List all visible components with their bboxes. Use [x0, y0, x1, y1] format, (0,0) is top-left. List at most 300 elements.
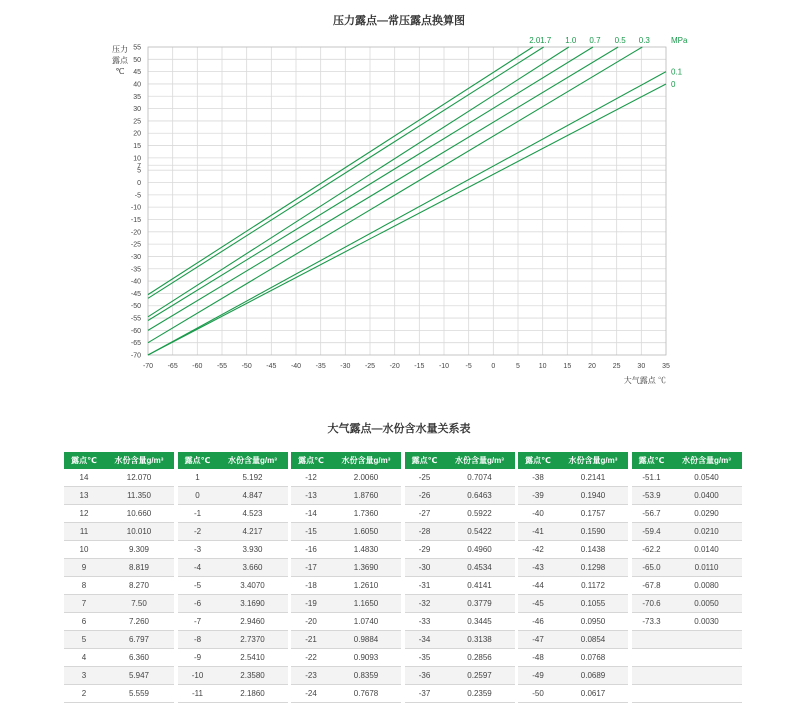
dew-point-cell	[632, 649, 672, 667]
water-content-cell: 0.3779	[445, 595, 515, 613]
table-row	[405, 667, 515, 685]
table-row	[178, 469, 288, 487]
dew-point-cell: -28	[405, 523, 445, 541]
table-row	[64, 559, 174, 577]
series-label: 0	[671, 79, 676, 89]
table-row	[518, 487, 628, 505]
water-content-cell: 1.0740	[331, 613, 401, 631]
dew-point-cell	[632, 631, 672, 649]
dew-point-cell: -26	[405, 487, 445, 505]
dew-point-cell: -2	[178, 523, 218, 541]
water-content-cell: 0.0950	[558, 613, 628, 631]
y-tick-label: 0	[137, 180, 141, 188]
water-content-cell: 5.559	[104, 685, 174, 703]
y-tick-label: -10	[130, 204, 141, 212]
x-tick-label: -55	[216, 363, 228, 370]
table-row	[64, 631, 174, 649]
table-row	[632, 667, 742, 685]
water-content-cell: 0.0854	[558, 631, 628, 649]
water-content-cell: 0.0540	[672, 469, 742, 487]
dew-point-cell: -19	[291, 595, 331, 613]
dew-point-cell: -14	[291, 505, 331, 523]
table-row	[405, 469, 515, 487]
table-header-row	[632, 452, 742, 469]
dew-point-cell: -21	[291, 631, 331, 649]
water-content-cell: 8.819	[104, 559, 174, 577]
dew-point-cell: -34	[405, 631, 445, 649]
table-row	[64, 649, 174, 667]
table-row	[518, 667, 628, 685]
table-row	[518, 685, 628, 703]
x-axis-label: 大气露点 ℃	[623, 376, 666, 385]
water-content-cell: 11.350	[104, 487, 174, 505]
dew-point-cell: -6	[178, 595, 218, 613]
y-tick-label: 5	[137, 167, 141, 175]
table-row	[632, 685, 742, 703]
table-row	[632, 649, 742, 667]
dew-point-cell: -8	[178, 631, 218, 649]
y-tick-label: -25	[130, 241, 141, 249]
water-content-cell: 3.4070	[218, 577, 288, 595]
dew-point-cell: -56.7	[632, 505, 672, 523]
series-line	[148, 47, 544, 298]
series-line	[148, 72, 666, 355]
dew-point-cell: -9	[178, 649, 218, 667]
x-tick-label: -15	[414, 363, 425, 370]
dew-point-cell: -10	[178, 667, 218, 685]
water-content-cell: 0.4141	[445, 577, 515, 595]
water-content-cell	[672, 667, 742, 685]
x-tick-label: -70	[142, 363, 154, 370]
header-water-content: 水份含量g/m³	[672, 452, 742, 469]
dew-point-table	[178, 452, 288, 703]
dew-point-cell: 5	[64, 631, 104, 649]
header-dew-point: 露点℃	[178, 452, 218, 469]
table-row	[291, 469, 401, 487]
table-row	[291, 505, 401, 523]
table-row	[178, 631, 288, 649]
table-row	[178, 523, 288, 541]
dew-point-cell: -73.3	[632, 613, 672, 631]
series-label: 1.0	[565, 36, 577, 45]
table-row	[64, 613, 174, 631]
table-row	[405, 595, 515, 613]
y-tick-label: 50	[133, 56, 141, 64]
dew-point-cell: -22	[291, 649, 331, 667]
table-row	[518, 631, 628, 649]
header-dew-point: 露点℃	[405, 452, 445, 469]
table-row	[518, 577, 628, 595]
dew-point-cell: 8	[64, 577, 104, 595]
dew-point-cell: -31	[405, 577, 445, 595]
x-tick-label: -50	[241, 363, 252, 370]
table-row	[518, 649, 628, 667]
table-row	[405, 505, 515, 523]
dew-point-cell: 14	[64, 469, 104, 487]
water-content-cell: 0.1940	[558, 487, 628, 505]
table-row	[632, 595, 742, 613]
table-row	[632, 487, 742, 505]
dew-point-cell: -13	[291, 487, 331, 505]
water-content-cell: 2.7370	[218, 631, 288, 649]
y-axis-label: ℃	[115, 67, 125, 76]
dew-point-cell: -30	[405, 559, 445, 577]
table-row	[518, 559, 628, 577]
x-tick-label: -60	[192, 363, 203, 370]
dew-point-cell: -40	[518, 505, 558, 523]
water-content-cell: 0.4960	[445, 541, 515, 559]
dew-point-cell: 13	[64, 487, 104, 505]
table-row	[291, 595, 401, 613]
water-content-cell: 1.3690	[331, 559, 401, 577]
dew-point-cell: -67.8	[632, 577, 672, 595]
table-row	[405, 523, 515, 541]
dew-point-cell: -48	[518, 649, 558, 667]
dew-point-cell: -65.0	[632, 559, 672, 577]
water-content-cell: 2.5410	[218, 649, 288, 667]
x-tick-label: -40	[290, 363, 302, 370]
dew-point-cell: -23	[291, 667, 331, 685]
table-row	[518, 595, 628, 613]
y-tick-label: -30	[130, 253, 141, 261]
dew-point-cell: -53.9	[632, 487, 672, 505]
table-row	[64, 577, 174, 595]
water-content-cell	[672, 649, 742, 667]
dew-point-cell: -37	[405, 685, 445, 703]
x-tick-label: -30	[340, 363, 351, 370]
dew-point-cell: -44	[518, 577, 558, 595]
dew-point-cell: -12	[291, 469, 331, 487]
dew-point-cell: -24	[291, 685, 331, 703]
x-tick-label: 20	[588, 363, 596, 370]
table-row	[64, 523, 174, 541]
y-tick-label: -40	[130, 278, 141, 286]
table-row	[405, 613, 515, 631]
table-row	[291, 523, 401, 541]
water-content-cell: 0.0210	[672, 523, 742, 541]
dew-point-cell: -32	[405, 595, 445, 613]
dew-point-cell: -16	[291, 541, 331, 559]
x-tick-label: 10	[538, 363, 547, 370]
table-row	[405, 631, 515, 649]
table-row	[178, 649, 288, 667]
y-tick-label: 35	[133, 93, 141, 101]
table-row	[64, 541, 174, 559]
table-row	[64, 685, 174, 703]
water-content-cell: 10.010	[104, 523, 174, 541]
table-row	[405, 577, 515, 595]
y-tick-label: -5	[134, 192, 141, 200]
water-content-cell: 0.0290	[672, 505, 742, 523]
water-content-cell: 0.0050	[672, 595, 742, 613]
water-content-cell: 4.523	[218, 505, 288, 523]
y-tick-label: 20	[133, 130, 141, 138]
y-tick-label: -35	[130, 266, 141, 274]
series-line	[148, 47, 593, 321]
dew-point-cell: 3	[64, 667, 104, 685]
water-content-cell: 4.217	[218, 523, 288, 541]
table-row	[178, 667, 288, 685]
water-content-cell: 0.0030	[672, 613, 742, 631]
table-row	[64, 469, 174, 487]
x-tick-label: -35	[315, 363, 326, 370]
water-content-cell: 7.50	[104, 595, 174, 613]
water-content-cell: 4.847	[218, 487, 288, 505]
water-content-cell: 6.360	[104, 649, 174, 667]
table-row	[632, 559, 742, 577]
dew-point-cell: -5	[178, 577, 218, 595]
table-row	[291, 631, 401, 649]
y-tick-label: 10	[133, 155, 141, 163]
table-row	[405, 541, 515, 559]
header-water-content: 水份含量g/m³	[445, 452, 515, 469]
water-content-cell: 0.8359	[331, 667, 401, 685]
header-dew-point: 露点℃	[632, 452, 672, 469]
table-header-row	[405, 452, 515, 469]
series-line	[148, 47, 569, 317]
table-row	[518, 613, 628, 631]
table-row	[291, 559, 401, 577]
water-content-cell: 0.3138	[445, 631, 515, 649]
dew-point-cell	[632, 667, 672, 685]
x-tick-label: 15	[563, 363, 572, 370]
water-content-cell: 2.1860	[218, 685, 288, 703]
dew-point-cell: -51.1	[632, 469, 672, 487]
x-tick-label: -65	[167, 363, 178, 370]
water-content-cell: 6.797	[104, 631, 174, 649]
table-row	[632, 469, 742, 487]
water-content-cell: 10.660	[104, 505, 174, 523]
water-content-cell: 1.2610	[331, 577, 401, 595]
table-row	[291, 649, 401, 667]
water-content-cell: 0.0617	[558, 685, 628, 703]
dew-point-cell: 1	[178, 469, 218, 487]
water-content-cell: 0.1055	[558, 595, 628, 613]
series-label: 0.1	[671, 67, 683, 77]
y-tick-label: -55	[130, 315, 141, 323]
water-content-cell: 0.1298	[558, 559, 628, 577]
y-tick-label: -50	[130, 303, 141, 311]
table-row	[405, 487, 515, 505]
table-row	[291, 577, 401, 595]
dew-point-cell: -29	[405, 541, 445, 559]
dew-point-cell: 6	[64, 613, 104, 631]
dew-point-cell: -25	[405, 469, 445, 487]
table-row	[291, 685, 401, 703]
water-content-cell: 1.4830	[331, 541, 401, 559]
dew-point-cell: -39	[518, 487, 558, 505]
plot-frame	[148, 47, 666, 355]
water-content-cell: 0.9884	[331, 631, 401, 649]
water-content-cell: 2.0060	[331, 469, 401, 487]
table-row	[518, 541, 628, 559]
water-content-cell: 0.0689	[558, 667, 628, 685]
table-row	[291, 487, 401, 505]
dew-point-cell: -42	[518, 541, 558, 559]
table-row	[178, 541, 288, 559]
dew-point-cell: 7	[64, 595, 104, 613]
y-tick-label: -60	[130, 327, 141, 335]
table-row	[291, 667, 401, 685]
y-axis-label: 露点	[112, 56, 128, 65]
dew-point-cell: 10	[64, 541, 104, 559]
dew-point-cell: 4	[64, 649, 104, 667]
water-content-cell: 0.7678	[331, 685, 401, 703]
x-tick-label: 35	[662, 363, 670, 370]
table-row	[178, 577, 288, 595]
table-header-row	[178, 452, 288, 469]
table-row	[64, 487, 174, 505]
x-tick-label: 30	[637, 363, 646, 370]
table-row	[405, 559, 515, 577]
water-content-cell: 0.2141	[558, 469, 628, 487]
dew-point-cell: -62.2	[632, 541, 672, 559]
dew-point-cell: -35	[405, 649, 445, 667]
header-dew-point: 露点℃	[291, 452, 331, 469]
dew-point-table	[64, 452, 174, 703]
water-content-cell: 0.9093	[331, 649, 401, 667]
table-row	[518, 523, 628, 541]
water-content-cell: 1.7360	[331, 505, 401, 523]
dew-point-cell: 9	[64, 559, 104, 577]
y-tick-label: -70	[130, 352, 141, 360]
dew-point-cell: 2	[64, 685, 104, 703]
dew-point-cell: -18	[291, 577, 331, 595]
table-title: 大气露点—水份含水量关系表	[327, 423, 471, 435]
water-content-cell: 0.4534	[445, 559, 515, 577]
table-row	[632, 577, 742, 595]
series-label: 0.3	[638, 36, 650, 45]
dew-point-cell	[632, 685, 672, 703]
table-row	[178, 559, 288, 577]
water-content-cell	[672, 631, 742, 649]
table-row	[178, 595, 288, 613]
table-row	[405, 649, 515, 667]
water-content-cell: 0.1590	[558, 523, 628, 541]
header-water-content: 水份含量g/m³	[218, 452, 288, 469]
water-content-cell: 0.0400	[672, 487, 742, 505]
table-row	[518, 469, 628, 487]
water-content-cell: 0.7074	[445, 469, 515, 487]
y-tick-label: -65	[130, 340, 141, 348]
table-header-row	[64, 452, 174, 469]
y-tick-label: 40	[133, 81, 141, 89]
series-label: 2.0	[529, 36, 541, 45]
table-row	[178, 505, 288, 523]
dew-point-table	[291, 452, 401, 703]
y-tick-label: 45	[133, 69, 141, 77]
y-tick-label: 25	[133, 118, 141, 126]
water-content-cell: 9.309	[104, 541, 174, 559]
table-row	[178, 613, 288, 631]
y-tick-label: 30	[133, 106, 141, 114]
water-content-cell: 0.3445	[445, 613, 515, 631]
water-content-cell: 1.1650	[331, 595, 401, 613]
water-content-cell: 3.660	[218, 559, 288, 577]
water-content-cell: 1.6050	[331, 523, 401, 541]
x-tick-label: -45	[266, 363, 277, 370]
series-line	[148, 47, 618, 330]
dew-point-cell: -20	[291, 613, 331, 631]
series-label: 0.5	[614, 36, 626, 45]
table-row	[64, 595, 174, 613]
water-content-cell: 1.8760	[331, 487, 401, 505]
dew-point-cell: -47	[518, 631, 558, 649]
y-tick-label: -20	[130, 229, 141, 237]
dew-point-cell: -59.4	[632, 523, 672, 541]
x-tick-label: 25	[612, 363, 621, 370]
dew-point-cell: -1	[178, 505, 218, 523]
water-content-cell: 0.2359	[445, 685, 515, 703]
water-content-cell: 5.947	[104, 667, 174, 685]
dew-point-cell: -11	[178, 685, 218, 703]
header-water-content: 水份含量g/m³	[331, 452, 401, 469]
water-content-cell: 0.1757	[558, 505, 628, 523]
y-tick-label: 15	[133, 143, 141, 151]
water-content-cell: 0.1172	[558, 577, 628, 595]
chart-title: 压力露点—常压露点换算图	[333, 15, 465, 27]
table-row	[632, 613, 742, 631]
table-row	[64, 505, 174, 523]
water-content-cell: 0.0140	[672, 541, 742, 559]
header-dew-point: 露点℃	[518, 452, 558, 469]
table-row	[632, 505, 742, 523]
y-tick-label: -45	[130, 290, 141, 298]
series-label: 0.7	[589, 36, 601, 45]
water-content-cell: 0.0110	[672, 559, 742, 577]
y-tick-label: 7	[137, 162, 141, 170]
x-tick-label: -25	[364, 363, 376, 370]
dew-point-table	[518, 452, 628, 703]
dew-point-cell: -33	[405, 613, 445, 631]
dew-point-table	[632, 452, 742, 703]
dew-point-cell: -36	[405, 667, 445, 685]
water-content-cell: 0.2856	[445, 649, 515, 667]
dew-point-cell: -45	[518, 595, 558, 613]
table-row	[178, 487, 288, 505]
dew-point-cell: -27	[405, 505, 445, 523]
dew-point-table	[405, 452, 515, 703]
table-header-row	[291, 452, 401, 469]
table-row	[64, 667, 174, 685]
dew-point-cell: 12	[64, 505, 104, 523]
table-row	[178, 685, 288, 703]
header-dew-point: 露点℃	[64, 452, 104, 469]
table-row	[632, 541, 742, 559]
water-content-cell: 0.0080	[672, 577, 742, 595]
dew-point-cell: -50	[518, 685, 558, 703]
dew-point-cell: -49	[518, 667, 558, 685]
dew-point-cell: -70.6	[632, 595, 672, 613]
series-label: 1.7	[540, 36, 552, 45]
header-water-content: 水份含量g/m³	[558, 452, 628, 469]
water-content-cell: 5.192	[218, 469, 288, 487]
dew-point-cell: 0	[178, 487, 218, 505]
water-content-cell: 3.930	[218, 541, 288, 559]
table-row	[291, 541, 401, 559]
x-tick-label: -10	[438, 363, 450, 370]
water-content-cell: 0.1438	[558, 541, 628, 559]
water-content-cell: 12.070	[104, 469, 174, 487]
table-row	[632, 631, 742, 649]
dew-point-cell: -4	[178, 559, 218, 577]
water-content-cell: 2.9460	[218, 613, 288, 631]
water-content-cell: 8.270	[104, 577, 174, 595]
dew-point-cell: -7	[178, 613, 218, 631]
water-content-cell: 7.260	[104, 613, 174, 631]
y-axis-label: 压力	[112, 45, 128, 54]
table-row	[632, 523, 742, 541]
